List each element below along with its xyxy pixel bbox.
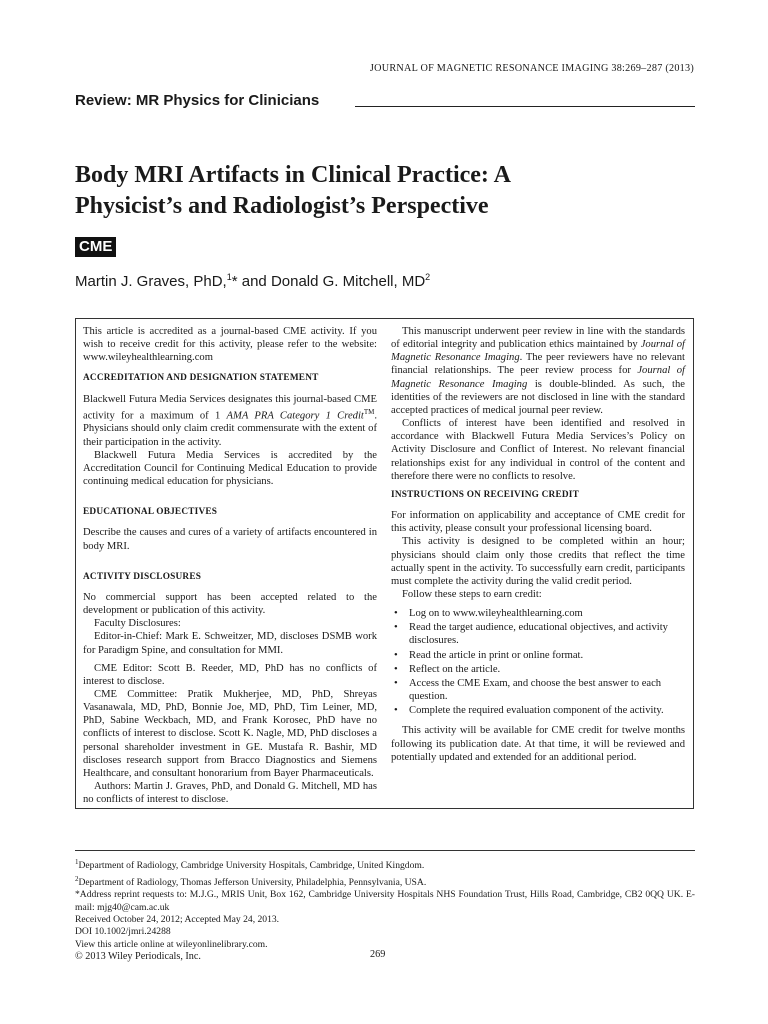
- step-text: Read the article in print or online format.: [409, 649, 584, 661]
- credit-name: AMA PRA Category 1 Credit: [226, 410, 364, 422]
- cme-right-column: [391, 325, 685, 764]
- heading-objectives: EDUCATIONAL OBJECTIVES: [83, 507, 218, 518]
- availability-paragraph: This activity will be available for CME credit for twelve months following its publication date. At that time, it will be reviewed and potentially updated and extended for an additional period.: [391, 725, 685, 763]
- conflicts-paragraph: Conflicts of interest have been identified and resolved in accordance with Blackwell Futura Media Services’s Policy on Activity Disclosure and Conflict of Interest. No relevant financial relationships exist for any individual in control of the content and therefore there were no conflicts to resolve.: [391, 418, 685, 482]
- affiliation-1: [75, 856, 695, 873]
- accreditation-council-paragraph: Blackwell Futura Media Services is accredited by the Accreditation Council for Continuing Medical Education to provide continuing medical education for physicians.: [83, 449, 377, 488]
- doi: DOI 10.1002/jmri.24288: [75, 926, 171, 938]
- page-number: 269: [370, 949, 386, 960]
- heading-disclosures: ACTIVITY DISCLOSURES: [83, 571, 202, 582]
- bullet-icon: •: [394, 649, 398, 661]
- accreditation-paragraph: [83, 393, 377, 449]
- copyright: © 2013 Wiley Periodicals, Inc.: [75, 951, 201, 962]
- instructions-licensing: For information on applicability and acceptance of CME credit for this activity, please consult your professional licensing board.: [391, 510, 685, 535]
- corresponding-mark: *: [231, 273, 238, 290]
- disclosure-editor: Editor-in-Chief: Mark E. Schweitzer, MD, discloses DSMB work for Paradigm Spine, and consultation for MMI.: [83, 631, 377, 656]
- heading-accreditation: ACCREDITATION AND DESIGNATION STATEMENT: [83, 373, 319, 384]
- affiliation-1-marker: 1: [75, 858, 79, 866]
- step-text: Access the CME Exam, and choose the best answer to each question.: [409, 677, 662, 703]
- disclosure-faculty: Faculty Disclosures:: [94, 618, 181, 630]
- received-dates: Received October 24, 2012; Accepted May 24, 2013.: [75, 914, 280, 925]
- peer-review-paragraph: [391, 325, 685, 417]
- disclosure-authors: Authors: Martin J. Graves, PhD, and Donald G. Mitchell, MD has no conflicts of interest to disclose.: [83, 781, 377, 806]
- peer-review-text-end: is double-blinded. As such, the identities of the reviewers are not disclosed in line with the standard accepted practices of medical journal peer review.: [391, 378, 686, 416]
- credit-step: [391, 607, 685, 620]
- author-2-name: and Donald G. Mitchell, MD: [237, 273, 426, 290]
- journal-name: Journal of Magnetic Resonance Imaging: [391, 365, 685, 390]
- title-line-1: Body MRI Artifacts in Clinical Practice: A: [75, 162, 511, 188]
- bullet-icon: •: [394, 608, 398, 620]
- affiliation-2: [75, 873, 695, 890]
- disclosure-cme-editor: CME Editor: Scott B. Reeder, MD, PhD has no conflicts of interest to disclose.: [83, 662, 377, 687]
- footnotes: [75, 856, 695, 951]
- author-2-affiliation: 2: [425, 272, 431, 282]
- accreditation-intro: This article is accredited as a journal-based CME activity. If you wish to receive credit for this activity, please refer to the website: www.wileyhealthlearning.com: [83, 326, 377, 364]
- section-header: [75, 92, 695, 112]
- author-line: [75, 272, 430, 290]
- bullet-icon: •: [394, 622, 398, 634]
- accreditation-text: Blackwell Futura Media Services designates this journal-based CME activity for a maximum of 1: [83, 393, 377, 422]
- bullet-icon: •: [394, 663, 398, 675]
- heading-instructions: INSTRUCTIONS ON RECEIVING CREDIT: [391, 489, 579, 500]
- journal-name: Journal of Magnetic Resonance Imaging: [391, 339, 685, 364]
- step-text: Complete the required evaluation component of the activity.: [409, 705, 664, 717]
- cme-info-box: [75, 318, 694, 809]
- instructions-steps-intro: Follow these steps to earn credit:: [402, 588, 542, 600]
- credit-steps-list: [391, 607, 685, 717]
- peer-review-text: This manuscript underwent peer review in line with the standards of editorial integrity and publication ethics maintained by: [391, 326, 685, 351]
- section-label: Review: MR Physics for Clinicians: [75, 92, 320, 109]
- step-text: Reflect on the article.: [409, 663, 501, 675]
- credit-step: [391, 663, 685, 676]
- step-text: Log on to www.wileyhealthlearning.com: [409, 608, 583, 620]
- trademark: TM: [363, 407, 375, 416]
- author-1-affiliation: 1: [226, 272, 232, 282]
- credit-step: [391, 677, 685, 703]
- affiliation-2-text: Department of Radiology, Thomas Jefferson University, Philadelphia, Pennsylvania, USA.: [78, 876, 427, 888]
- affiliation-2-marker: 2: [75, 874, 79, 883]
- title-line-2: Physicist’s and Radiologist’s Perspective: [75, 193, 489, 219]
- footnote-rule: [75, 850, 695, 851]
- credit-step: [391, 649, 685, 662]
- disclosure-commercial: No commercial support has been accepted related to the development or publication of this activity.: [83, 591, 377, 617]
- step-text: Read the target audience, educational objectives, and activity disclosures.: [409, 622, 668, 647]
- article-title: [75, 160, 695, 222]
- affiliation-1-text: Department of Radiology, Cambridge University Hospitals, Cambridge, United Kingdom.: [78, 860, 425, 872]
- peer-review-text-cont: . The peer reviewers have no relevant financial relationships. The peer review process for: [391, 352, 685, 377]
- cme-badge: CME: [75, 237, 116, 257]
- credit-step: [391, 621, 685, 647]
- credit-step: [391, 704, 685, 717]
- objectives-text: Describe the causes and cures of a variety of artifacts encountered in body MRI.: [83, 527, 377, 552]
- bullet-icon: •: [394, 705, 398, 717]
- accreditation-text-cont: . Physicians should only claim credit commensurate with the extent of their participation in the activity.: [83, 410, 377, 448]
- author-1-name: Martin J. Graves, PhD,: [75, 273, 227, 290]
- section-rule: [355, 106, 695, 107]
- online-notice: View this article online at wileyonlinelibrary.com.: [75, 938, 268, 950]
- disclosure-committee: CME Committee: Pratik Mukherjee, MD, PhD, Shreyas Vasanawala, MD, PhD, Bonnie Joe, MD, PhD, Tim Leiner, MD, PhD, Sabine Weckbach, MD, and Frank Korosec, PhD have no conflicts of interest to disclose. Scott K. Nagle, MD, PhD discloses a personal shareholder investment in GE. Mustafa R. Bashir, MD discloses research support from Bracco Diagnostics and Siemens Healthcare, and consultant honorarium from Bayer Pharmaceuticals.: [83, 688, 377, 779]
- instructions-time: This activity is designed to be completed within an hour; physicians should claim only those credits that reflect the time actually spent in the activity. To successfully earn credit, participants must complete the activity during the valid credit period.: [391, 536, 685, 587]
- cme-left-column: [83, 325, 377, 806]
- bullet-icon: •: [394, 677, 398, 689]
- running-head: JOURNAL OF MAGNETIC RESONANCE IMAGING 38:269–287 (2013): [369, 63, 694, 74]
- reprint-address: *Address reprint requests to: M.J.G., MRIS Unit, Box 162, Cambridge University Hospitals NHS Foundation Trust, Hills Road, Cambridge, CB2 0QQ UK. E-mail: mjg40@cam.ac.uk: [75, 889, 695, 913]
